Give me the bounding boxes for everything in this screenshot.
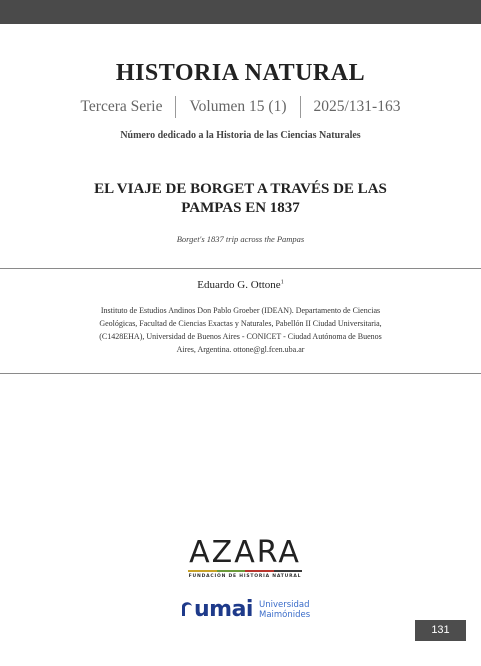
article-title-line: EL VIAJE DE BORGET A TRAVÉS DE LAS <box>94 181 387 197</box>
year-pages-label: 2025/131-163 <box>313 98 401 115</box>
volume-label: Volumen 15 (1) <box>189 98 287 115</box>
author-name: Eduardo G. Ottone <box>197 279 281 291</box>
umai-logo-text <box>259 600 310 620</box>
affiliation-line: Aires, Argentina. ottone@gl.fcen.uba.ar <box>176 345 305 354</box>
umai-logo-word: umai <box>194 597 253 622</box>
separator <box>300 96 301 118</box>
article-title-line: PAMPAS EN 1837 <box>181 200 300 216</box>
umai-logo <box>180 597 320 623</box>
author-line <box>0 279 481 291</box>
separator <box>175 96 176 118</box>
azara-logo-word: AZARA <box>189 535 301 570</box>
affiliation-line: (C1428EHA), Universidad de Buenos Aires - CONICET - Ciudad Autónoma de Buenos <box>99 332 382 341</box>
azara-stripe <box>274 570 303 572</box>
divider <box>0 373 481 374</box>
umai-line: Maimónides <box>258 610 311 620</box>
journal-title: HISTORIA NATURAL <box>115 60 366 86</box>
azara-stripe <box>188 570 217 572</box>
issue-dedication: Número dedicado a la Historia de las Ciencias Naturales <box>120 130 361 141</box>
azara-logo <box>186 535 304 579</box>
affiliation-line: Geológicas, Facultad de Ciencias Exactas y Naturales, Pabellón II Ciudad Universitaria, <box>99 319 382 328</box>
azara-stripe <box>245 570 274 572</box>
umai-mark-icon <box>180 600 194 620</box>
english-title: Borget's 1837 trip across the Pampas <box>176 234 305 244</box>
series-info <box>0 96 481 118</box>
series-label: Tercera Serie <box>80 98 163 115</box>
top-bar <box>0 0 481 24</box>
article-title <box>60 180 421 218</box>
azara-color-stripes <box>188 570 302 572</box>
author-affiliation-marker: 1 <box>280 279 284 286</box>
azara-stripe <box>217 570 246 572</box>
divider <box>0 268 481 269</box>
umai-line: Universidad <box>258 600 310 610</box>
page-number-badge: 131 <box>415 620 466 641</box>
azara-logo-subtitle: FUNDACIÓN DE HISTORIA NATURAL <box>188 574 302 579</box>
affiliation-line: Instituto de Estudios Andinos Don Pablo Groeber (IDEAN). Departamento de Ciencias <box>100 306 381 315</box>
author-affiliation <box>56 304 425 356</box>
